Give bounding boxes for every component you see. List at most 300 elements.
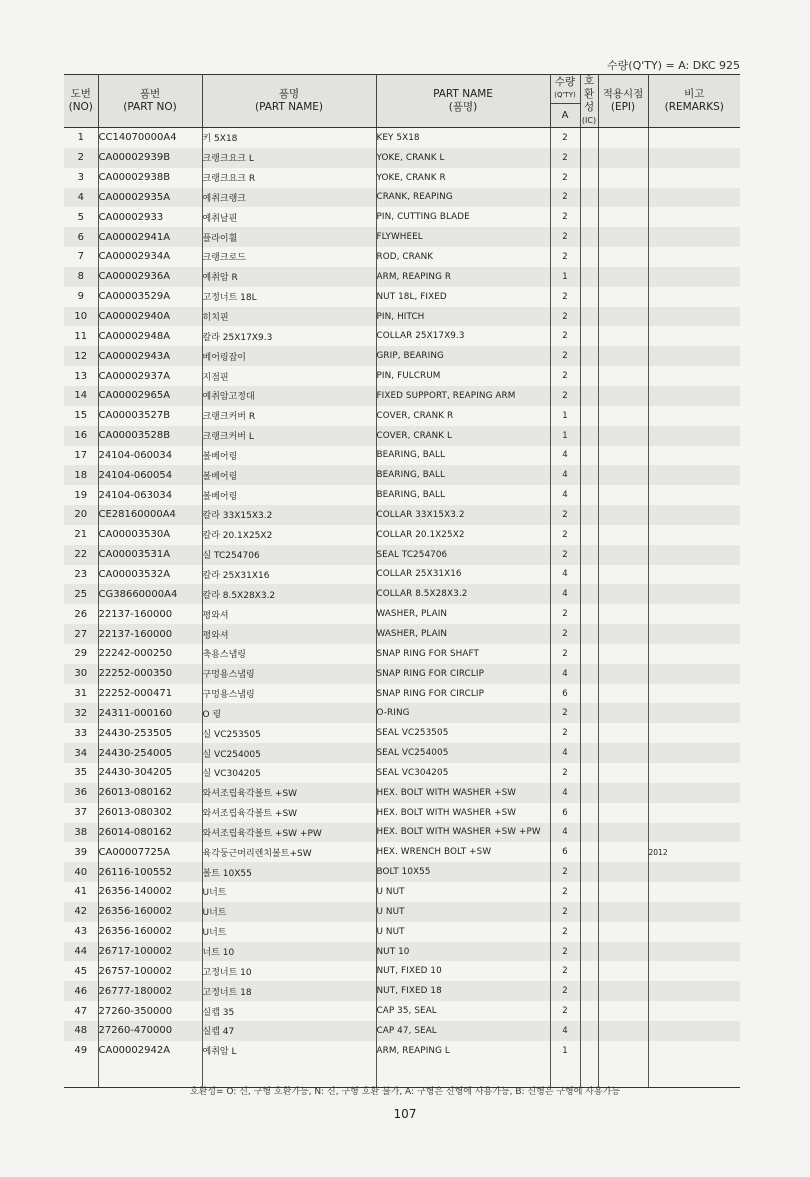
row-no: 46 xyxy=(64,981,98,1001)
row-remarks xyxy=(648,128,740,148)
row-no: 3 xyxy=(77,172,84,184)
row-remarks xyxy=(648,307,740,327)
row-compat xyxy=(580,1041,598,1061)
row-part-no: 24104-063034 xyxy=(98,485,202,505)
row-part-name-en: YOKE, CRANK L xyxy=(376,148,550,168)
header-compat-kr: 호환성 xyxy=(584,75,595,113)
row-no: 45 xyxy=(74,965,88,977)
row-part-name-en: GRIP, BEARING xyxy=(376,346,550,366)
row-part-name-kr: 너트 10 xyxy=(202,942,376,962)
row-part-no: 26757-100002 xyxy=(98,961,202,981)
row-qty: 4 xyxy=(550,743,580,763)
row-no: 5 xyxy=(77,211,84,223)
row-qty: 4 xyxy=(550,823,580,843)
row-part-name-en: SNAP RING FOR SHAFT xyxy=(376,644,550,664)
row-part-no: CA00003532A xyxy=(98,565,202,585)
row-qty: 2 xyxy=(550,942,580,962)
row-part-no: CA00003527B xyxy=(98,406,202,426)
row-epi xyxy=(598,842,648,862)
row-no: 47 xyxy=(74,1005,88,1017)
row-part-no: 24430-254005 xyxy=(98,743,202,763)
row-part-name-en: COLLAR 33X15X3.2 xyxy=(376,505,550,525)
row-part-name-kr: 칼라 8.5X28X3.2 xyxy=(202,584,376,604)
row-part-name-kr: 크랭크커버 L xyxy=(202,426,376,446)
row-no: 2 xyxy=(64,148,98,168)
row-remarks xyxy=(648,565,740,585)
row-compat xyxy=(580,247,598,267)
row-no: 49 xyxy=(74,1045,88,1057)
row-epi xyxy=(598,664,648,684)
row-epi xyxy=(598,227,648,247)
row-part-name-kr: 실캡 35 xyxy=(202,1001,376,1021)
row-no: 30 xyxy=(64,664,98,684)
header-part-name-kr-sub: (PART NAME) xyxy=(254,101,324,113)
row-remarks xyxy=(648,604,740,624)
table-row xyxy=(64,981,740,1001)
row-no: 4 xyxy=(64,188,98,208)
row-compat xyxy=(580,326,598,346)
row-part-name-kr: 볼베어링 xyxy=(202,465,376,485)
row-qty: 2 xyxy=(550,902,580,922)
row-epi xyxy=(598,1001,648,1021)
row-qty: 2 xyxy=(550,148,580,168)
row-no: 21 xyxy=(74,529,88,541)
row-part-name-kr: 와셔조립육각볼트 +SW +PW xyxy=(202,823,376,843)
row-part-name-kr: 키 5X18 xyxy=(202,128,376,148)
row-compat xyxy=(580,346,598,366)
row-remarks xyxy=(648,684,740,704)
table-row xyxy=(64,684,740,704)
row-no: 15 xyxy=(74,410,88,422)
row-part-no: CA00002935A xyxy=(98,188,202,208)
row-part-name-kr: U너트 xyxy=(202,902,376,922)
row-remarks xyxy=(648,505,740,525)
row-part-name-en: WASHER, PLAIN xyxy=(376,604,550,624)
row-part-name-en: COVER, CRANK R xyxy=(376,406,550,426)
row-no: 32 xyxy=(64,703,98,723)
row-part-name-kr: 예취암 R xyxy=(202,267,376,287)
row-remarks xyxy=(648,942,740,962)
row-part-name-kr: 고정너트 18 xyxy=(202,981,376,1001)
row-qty: 2 xyxy=(550,128,580,148)
row-qty: 2 xyxy=(550,882,580,902)
row-no: 22 xyxy=(64,545,98,565)
row-qty: 2 xyxy=(550,207,580,227)
row-compat xyxy=(580,406,598,426)
table-row xyxy=(64,148,740,168)
table-row xyxy=(64,525,740,545)
table-row xyxy=(64,1041,740,1061)
row-epi xyxy=(598,763,648,783)
row-epi xyxy=(598,783,648,803)
row-remarks xyxy=(648,525,740,545)
row-no: 33 xyxy=(74,727,88,739)
row-remarks xyxy=(648,1041,740,1061)
row-part-no: 24104-060054 xyxy=(98,465,202,485)
row-compat xyxy=(580,188,598,208)
row-part-name-en: CAP 47, SEAL xyxy=(376,1021,550,1041)
row-part-no: CG38660000A4 xyxy=(98,584,202,604)
table-row xyxy=(64,942,740,962)
row-part-name-en: HEX. WRENCH BOLT +SW xyxy=(376,842,550,862)
row-compat xyxy=(580,783,598,803)
row-part-no: 22137-160000 xyxy=(98,624,202,644)
table-row xyxy=(64,406,740,426)
header-part-no xyxy=(98,75,202,128)
row-remarks xyxy=(648,207,740,227)
row-epi xyxy=(598,1021,648,1041)
table-row xyxy=(64,307,740,327)
row-epi xyxy=(598,148,648,168)
row-part-name-kr: 히치핀 xyxy=(202,307,376,327)
row-part-name-en: SEAL VC304205 xyxy=(376,763,550,783)
header-no xyxy=(64,75,98,128)
row-remarks xyxy=(648,326,740,346)
row-part-no: CA00007725A xyxy=(98,842,202,862)
row-part-no: CA00002942A xyxy=(98,1041,202,1061)
row-part-name-kr: 지점핀 xyxy=(202,366,376,386)
header-compat-en: (IC) xyxy=(581,116,597,125)
header-qty-model-a: A xyxy=(550,103,580,127)
row-epi xyxy=(598,624,648,644)
row-qty: 4 xyxy=(550,446,580,466)
row-part-no: CA00002934A xyxy=(98,247,202,267)
row-part-name-kr: 예취암 L xyxy=(202,1041,376,1061)
row-epi xyxy=(598,862,648,882)
row-epi xyxy=(598,465,648,485)
row-part-name-kr: 와셔조립육각볼트 +SW xyxy=(202,803,376,823)
table-row xyxy=(64,446,740,466)
row-epi xyxy=(598,485,648,505)
table-row xyxy=(64,842,740,862)
row-no: 25 xyxy=(64,584,98,604)
row-part-no: CA00002938B xyxy=(98,168,202,188)
row-qty: 2 xyxy=(550,307,580,327)
table-row xyxy=(64,823,740,843)
row-part-name-en: FIXED SUPPORT, REAPING ARM xyxy=(376,386,550,406)
row-epi xyxy=(598,942,648,962)
row-epi xyxy=(598,743,648,763)
row-part-name-en: CRANK, REAPING xyxy=(376,188,550,208)
table-row xyxy=(64,961,740,981)
row-part-name-kr: 고정너트 10 xyxy=(202,961,376,981)
row-part-name-kr: 구멍용스냅링 xyxy=(202,664,376,684)
table-row xyxy=(64,485,740,505)
row-compat xyxy=(580,207,598,227)
row-part-name-kr: 평와셔 xyxy=(202,624,376,644)
row-part-name-en: SEAL VC254005 xyxy=(376,743,550,763)
row-part-name-en: BEARING, BALL xyxy=(376,485,550,505)
row-no: 16 xyxy=(64,426,98,446)
row-compat xyxy=(580,902,598,922)
table-row xyxy=(64,545,740,565)
header-part-no-en: (PART NO) xyxy=(123,101,177,113)
row-no: 35 xyxy=(74,767,88,779)
row-epi xyxy=(598,584,648,604)
row-part-name-en: BEARING, BALL xyxy=(376,465,550,485)
row-epi xyxy=(598,565,648,585)
table-row xyxy=(64,346,740,366)
row-epi xyxy=(598,684,648,704)
row-no: 18 xyxy=(64,465,98,485)
row-part-no: 26013-080302 xyxy=(98,803,202,823)
table-row xyxy=(64,862,740,882)
table-row xyxy=(64,902,740,922)
header-qty-kr: 수량 xyxy=(554,75,576,88)
row-part-name-kr: 크랭크요크 L xyxy=(202,148,376,168)
row-part-name-en: COLLAR 25X31X16 xyxy=(376,565,550,585)
row-no: 23 xyxy=(74,568,88,580)
row-no: 41 xyxy=(74,886,88,898)
row-part-no: CA00002941A xyxy=(98,227,202,247)
row-part-name-kr: 예취암고정대 xyxy=(202,386,376,406)
table-row xyxy=(64,584,740,604)
row-part-no: 26014-080162 xyxy=(98,823,202,843)
row-no: 38 xyxy=(64,823,98,843)
row-qty: 2 xyxy=(550,525,580,545)
row-epi xyxy=(598,525,648,545)
row-part-name-kr: 실캡 47 xyxy=(202,1021,376,1041)
row-compat xyxy=(580,703,598,723)
table-row xyxy=(64,644,740,664)
row-compat xyxy=(580,882,598,902)
row-no: 13 xyxy=(74,370,88,382)
row-qty: 4 xyxy=(550,783,580,803)
table-row xyxy=(64,326,740,346)
row-remarks xyxy=(648,723,740,743)
row-part-name-en: NUT, FIXED 18 xyxy=(376,981,550,1001)
row-part-name-en: SEAL TC254706 xyxy=(376,545,550,565)
row-compat xyxy=(580,604,598,624)
row-no: 20 xyxy=(64,505,98,525)
header-remarks xyxy=(648,75,740,128)
row-compat xyxy=(580,505,598,525)
row-remarks xyxy=(648,386,740,406)
row-remarks xyxy=(648,922,740,942)
row-remarks xyxy=(648,902,740,922)
header-part-name-en xyxy=(376,75,550,128)
row-part-name-kr: 구멍용스냅링 xyxy=(202,684,376,704)
row-compat xyxy=(580,842,598,862)
row-part-name-en: COVER, CRANK L xyxy=(376,426,550,446)
row-epi xyxy=(598,267,648,287)
row-part-name-en: BEARING, BALL xyxy=(376,446,550,466)
row-remarks xyxy=(648,803,740,823)
row-part-no: CA00002937A xyxy=(98,366,202,386)
row-qty: 2 xyxy=(550,703,580,723)
row-part-name-en: U NUT xyxy=(376,902,550,922)
row-part-name-en: HEX. BOLT WITH WASHER +SW xyxy=(376,803,550,823)
table-row xyxy=(64,664,740,684)
row-remarks xyxy=(648,446,740,466)
row-remarks xyxy=(648,1001,740,1021)
header-part-no-kr: 품번 xyxy=(139,88,161,100)
row-epi xyxy=(598,366,648,386)
row-qty: 2 xyxy=(550,723,580,743)
row-part-name-kr: U너트 xyxy=(202,922,376,942)
row-part-name-kr: 칼라 25X17X9.3 xyxy=(202,326,376,346)
row-qty: 1 xyxy=(550,1041,580,1061)
row-qty: 2 xyxy=(550,604,580,624)
row-part-name-en: FLYWHEEL xyxy=(376,227,550,247)
table-row xyxy=(64,922,740,942)
row-qty: 2 xyxy=(550,981,580,1001)
row-epi xyxy=(598,981,648,1001)
row-part-no: CA00002933 xyxy=(98,207,202,227)
row-part-name-kr: 평와셔 xyxy=(202,604,376,624)
table-row xyxy=(64,168,740,188)
row-compat xyxy=(580,128,598,148)
row-part-no: 22252-000471 xyxy=(98,684,202,704)
row-part-no: 27260-470000 xyxy=(98,1021,202,1041)
row-part-name-kr: 고정너트 18L xyxy=(202,287,376,307)
row-epi xyxy=(598,703,648,723)
row-compat xyxy=(580,823,598,843)
row-compat xyxy=(580,763,598,783)
row-qty: 2 xyxy=(550,961,580,981)
row-remarks xyxy=(648,267,740,287)
compat-legend: 호환성= O: 신, 구형 호환가능, N: 신, 구형 호환 불가, A: 구형은 신형에 사용가능, B: 신형은 구형에 사용가능 xyxy=(189,1087,621,1097)
row-no: 42 xyxy=(64,902,98,922)
row-remarks xyxy=(648,624,740,644)
row-part-name-kr: O 링 xyxy=(202,703,376,723)
row-qty: 2 xyxy=(550,287,580,307)
row-part-no: CC14070000A4 xyxy=(98,128,202,148)
row-no: 17 xyxy=(74,449,88,461)
row-no: 6 xyxy=(64,227,98,247)
row-epi xyxy=(598,644,648,664)
header-qty-en: (Q'TY) xyxy=(554,90,576,99)
row-part-name-en: O-RING xyxy=(376,703,550,723)
row-part-no: CA00002940A xyxy=(98,307,202,327)
row-qty: 2 xyxy=(550,168,580,188)
row-remarks xyxy=(648,981,740,1001)
row-no: 37 xyxy=(74,807,88,819)
row-remarks xyxy=(648,545,740,565)
row-part-name-en: CAP 35, SEAL xyxy=(376,1001,550,1021)
row-compat xyxy=(580,465,598,485)
row-remarks xyxy=(648,346,740,366)
row-no: 43 xyxy=(74,926,88,938)
row-no: 9 xyxy=(77,291,84,303)
row-part-name-kr: 예취날핀 xyxy=(202,207,376,227)
row-compat xyxy=(580,624,598,644)
row-epi xyxy=(598,446,648,466)
table-row xyxy=(64,1001,740,1021)
row-epi xyxy=(598,882,648,902)
row-remarks xyxy=(648,148,740,168)
row-part-name-en: PIN, FULCRUM xyxy=(376,366,550,386)
row-qty: 4 xyxy=(550,664,580,684)
row-no: 34 xyxy=(64,743,98,763)
row-part-name-kr: 베어링잡이 xyxy=(202,346,376,366)
table-row xyxy=(64,1021,740,1041)
row-part-name-kr: 칼라 20.1X25X2 xyxy=(202,525,376,545)
row-part-no: CA00003528B xyxy=(98,426,202,446)
row-part-no: CA00003530A xyxy=(98,525,202,545)
row-part-name-en: U NUT xyxy=(376,882,550,902)
row-qty: 2 xyxy=(550,227,580,247)
row-remarks xyxy=(648,664,740,684)
row-qty: 1 xyxy=(550,267,580,287)
table-header-row xyxy=(64,75,740,104)
row-no: 8 xyxy=(64,267,98,287)
row-part-no: CA00003531A xyxy=(98,545,202,565)
row-part-name-kr: 칼라 33X15X3.2 xyxy=(202,505,376,525)
header-part-name-en-title: PART NAME xyxy=(433,88,493,100)
row-epi xyxy=(598,326,648,346)
table-row xyxy=(64,247,740,267)
row-no: 44 xyxy=(64,942,98,962)
header-no-kr: 도번 xyxy=(70,88,91,100)
row-qty: 2 xyxy=(550,1001,580,1021)
table-row xyxy=(64,426,740,446)
row-part-no: 22137-160000 xyxy=(98,604,202,624)
row-part-no: 22242-000250 xyxy=(98,644,202,664)
row-remarks xyxy=(648,584,740,604)
row-compat xyxy=(580,287,598,307)
header-epi xyxy=(598,75,648,128)
table-row xyxy=(64,128,740,148)
table-row xyxy=(64,227,740,247)
row-part-name-en: U NUT xyxy=(376,922,550,942)
row-part-no: 22252-000350 xyxy=(98,664,202,684)
row-part-no: 26356-160002 xyxy=(98,922,202,942)
row-compat xyxy=(580,961,598,981)
row-compat xyxy=(580,584,598,604)
row-part-name-en: SNAP RING FOR CIRCLIP xyxy=(376,684,550,704)
row-epi xyxy=(598,128,648,148)
parts-table xyxy=(64,74,740,1088)
row-qty: 1 xyxy=(550,426,580,446)
row-qty: 2 xyxy=(550,346,580,366)
row-part-no: CE28160000A4 xyxy=(98,505,202,525)
row-qty: 6 xyxy=(550,842,580,862)
row-part-name-kr: 크랭크커버 R xyxy=(202,406,376,426)
row-compat xyxy=(580,227,598,247)
row-remarks xyxy=(648,783,740,803)
row-qty: 2 xyxy=(550,366,580,386)
row-part-name-kr: 실 VC304205 xyxy=(202,763,376,783)
row-epi xyxy=(598,505,648,525)
row-part-no: CA00002948A xyxy=(98,326,202,346)
row-qty: 2 xyxy=(550,624,580,644)
row-remarks xyxy=(648,287,740,307)
row-remarks xyxy=(648,366,740,386)
row-part-name-en: BOLT 10X55 xyxy=(376,862,550,882)
row-part-no: 26013-080162 xyxy=(98,783,202,803)
row-remarks xyxy=(648,188,740,208)
row-part-name-en: COLLAR 20.1X25X2 xyxy=(376,525,550,545)
row-epi xyxy=(598,207,648,227)
row-part-name-kr: 칼라 25X31X16 xyxy=(202,565,376,585)
row-remarks xyxy=(648,465,740,485)
table-row xyxy=(64,604,740,624)
row-part-name-en: NUT 18L, FIXED xyxy=(376,287,550,307)
row-compat xyxy=(580,922,598,942)
row-remarks xyxy=(648,743,740,763)
header-epi-kr: 적용시점 xyxy=(602,88,644,100)
row-compat xyxy=(580,386,598,406)
row-part-name-kr: 예취크랭크 xyxy=(202,188,376,208)
row-qty: 2 xyxy=(550,326,580,346)
table-row xyxy=(64,188,740,208)
row-part-name-kr: 볼베어링 xyxy=(202,485,376,505)
header-no-en: (NO) xyxy=(68,101,93,113)
row-part-no: CA00002965A xyxy=(98,386,202,406)
row-part-no: 26116-100552 xyxy=(98,862,202,882)
row-no: 19 xyxy=(74,489,88,501)
